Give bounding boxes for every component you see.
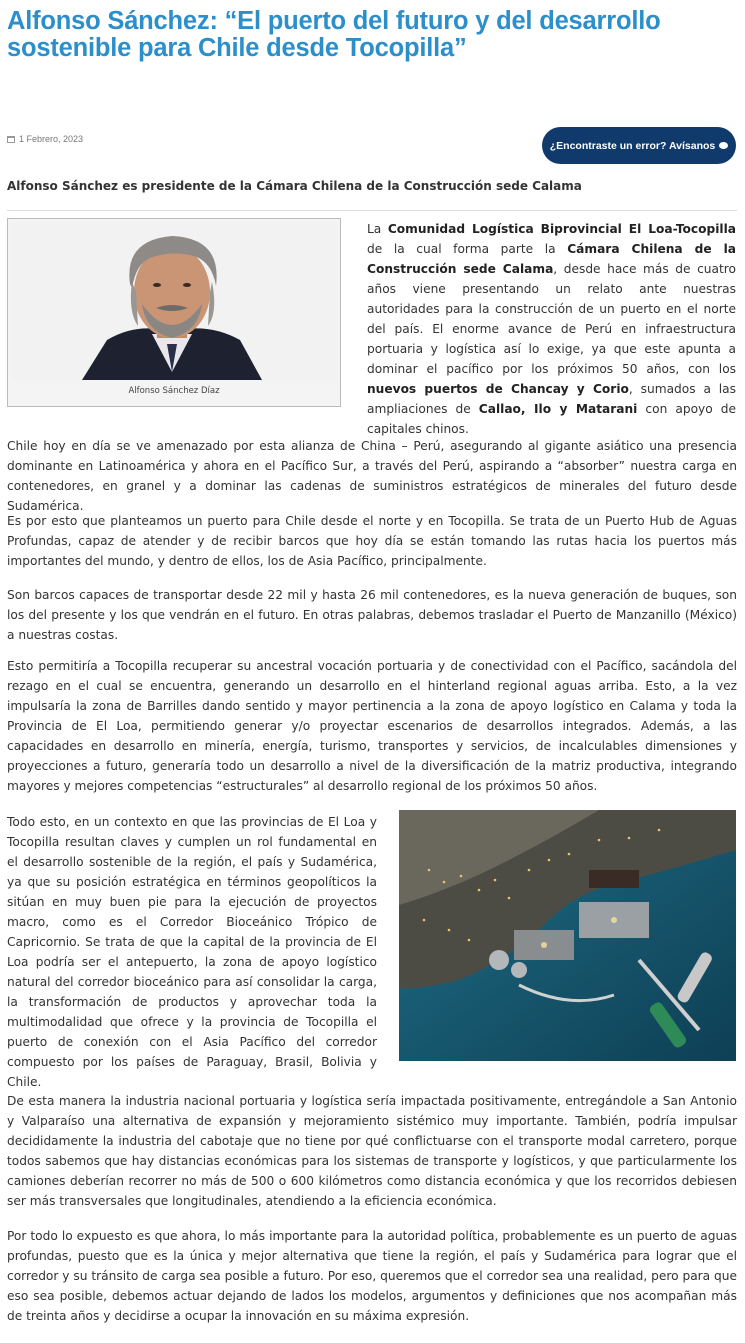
intro-bold: Comunidad Logística Biprovincial El Loa-Tocopilla xyxy=(387,222,736,236)
date-text: 1 Febrero, 2023 xyxy=(19,134,84,144)
body-paragraph: Son barcos capaces de transportar desde 22 mil y hasta 26 mil contenedores, es la nueva generación de buques, son los del presente y los que vendrán en el futuro. En otras palabras, debemos trasladar el Puerto de Manzanillo (México) a nuestras costas. xyxy=(7,588,737,642)
intro-bold: Callao, Ilo y Matarani xyxy=(478,402,638,416)
port-aerial-photo xyxy=(399,810,736,1061)
intro-bold: nuevos puertos de Chancay y Corio xyxy=(367,382,629,396)
body-paragraph: Chile hoy en día se ve amenazado por esta alianza de China – Perú, asegurando al gigante asiático una presencia dominante en Latinoamérica y ahora en el Pacífico Sur, a través del Perú, aspirando a “absorber” nuestra carga en contenedores, en granel y a dominar las cadenas de suministros estratégicos de minerales del futuro desde Sudamérica. xyxy=(7,439,737,513)
photo-caption: Alfonso Sánchez Díaz xyxy=(128,386,220,396)
intro-text: , desde hace más de cuatro años viene presentando un relato ante nuestras autoridades para la construcción de un puerto en el norte del país. El enorme avance de Perú en infraestructura portuaria y logística así lo exige, ya que este apunta a dominar el pacífico por los próximos 50 años, con los xyxy=(367,262,736,376)
publish-date xyxy=(7,134,83,144)
article-title: Alfonso Sánchez: “El puerto del futuro y del desarrollo sostenible para Chile desde Tocopilla” xyxy=(7,7,661,62)
body-paragraph: De esta manera la industria nacional portuaria y logística sería impactada positivamente, entregándole a San Antonio y Valparaíso una alternativa de expansión y mejoramiento sistémico muy importante. También, podría impulsar decididamente la industria del cabotaje que no tiene por qué conflictuarse con el transporte modal carretero, porque todos sabemos que hay distancias económicas para los sistemas de transporte y logísticos, y que particularmente los camiones deberían recorrer no más de 500 o 600 kilómetros como distancia económica y que los recorridos debiesen ser más transversales que longitudinales, atendiendo a la eficiencia económica. xyxy=(7,1094,737,1208)
report-error-label: ¿Encontraste un error? Avísanos xyxy=(549,139,716,152)
body-paragraph: Todo esto, en un contexto en que las provincias de El Loa y Tocopilla resultan claves y cumplen un rol fundamental en el desarrollo sostenible de la región, el país y Sudamérica, ya que su posición estratégica en términos geopolíticos la sitúan en muy buen pie para la ejecución de proyectos macro, como es el Corredor Bioceánico Trópico de Capricornio. Se trata de que la capital de la provincia de El Loa podría ser el antepuerto, la zona de apoyo logístico natural del corredor bioceánico para así consolidar la carga, la transformación de productos y aprovechar toda la multimodalidad que ofrece y la provincia de Tocopilla el puerto de conexión con el Asia Pacífico del corredor compuesto por los países de Paraguay, Brasil, Bolivia y Chile. xyxy=(7,815,377,1089)
intro-text: La xyxy=(367,222,388,236)
divider xyxy=(7,210,737,211)
article-subtitle: Alfonso Sánchez es presidente de la Cámara Chilena de la Construcción sede Calama xyxy=(7,179,582,193)
calendar-icon xyxy=(7,136,15,143)
intro-paragraph xyxy=(367,219,736,439)
body-paragraph: Es por esto que planteamos un puerto para Chile desde el norte y en Tocopilla. Se trata de un Puerto Hub de Aguas Profundas, capaz de atender y de recibir barcos que hoy día se están tomando las rutas hacia los puertos más importantes del mundo, y dentro de ellos, los de Asia Pacífico, principalmente. xyxy=(7,514,737,568)
intro-text: con apoyo de capitales chinos. xyxy=(367,402,736,436)
comment-icon xyxy=(719,142,728,149)
portrait-photo xyxy=(12,222,337,380)
body-paragraph: Por todo lo expuesto es que ahora, lo más importante para la autoridad política, probablemente es un puerto de aguas profundas, puesto que es la única y mejor alternativa que tiene la región, el país y Sudamérica para lograr que el corredor y su tránsito de carga sea posible a futuro. Por eso, queremos que el corredor sea una realidad, pero para que eso sea posible, debemos actuar dejando de lados los modelos, argumentos y definiciones que nos acompañan más de treinta años y decidirse a ocupar la innovación en su máxima expresión. xyxy=(7,1229,737,1323)
intro-bold: Cámara Chilena de la Construcción sede Calama xyxy=(367,242,736,276)
intro-text: de la cual forma parte la xyxy=(367,242,568,256)
body-paragraph: Esto permitiría a Tocopilla recuperar su ancestral vocación portuaria y de conectividad con el Pacífico, sacándola del rezago en el cual se encuentra, generando un desarrollo en el hinterland regional aguas arriba. Esto, a la vez impulsaría la zona de Barrilles dando sentido y mayor pertinencia a la zona de apoyo logístico en Calama y toda la Provincia de El Loa, permitiendo generar y/o proyectar escenarios de desarrollos integrados. Además, a las capacidades en desarrollo en minería, energía, turismo, transportes y servicios, de incalculables dimensiones y proyecciones a futuro, generaría todo un desarrollo a nivel de la diversificación de la matriz productiva, integrando mayores y mejores competencias “estructurales” al desarrollo regional de los próximos 50 años. xyxy=(7,659,737,793)
intro-text: , sumados a las ampliaciones de xyxy=(367,382,736,416)
report-error-button[interactable] xyxy=(542,127,736,164)
portrait-figure xyxy=(7,218,341,407)
